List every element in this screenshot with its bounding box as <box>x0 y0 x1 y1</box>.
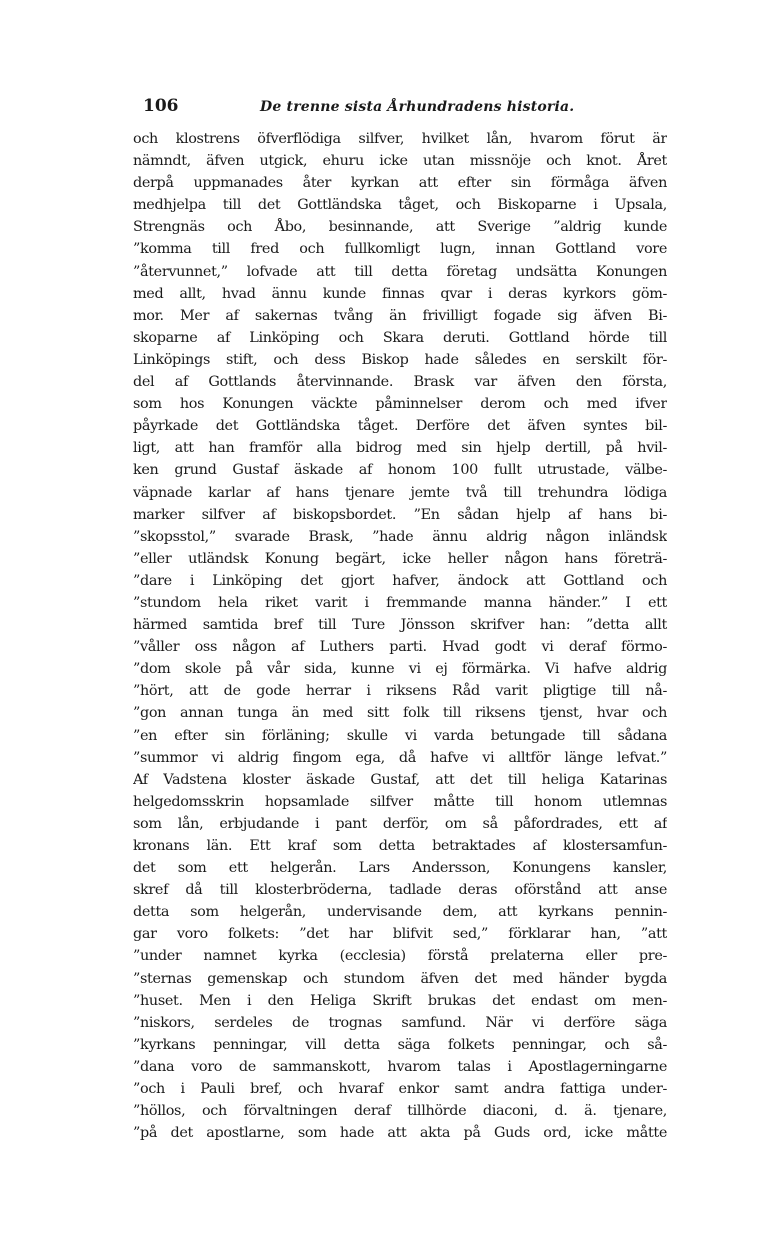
page-number: 106 <box>143 96 179 116</box>
text-line: ”niskors, serdeles de trognas samfund. När vi derföre säga <box>133 1014 667 1031</box>
running-title: De trenne sista Århundradens historia. <box>260 99 575 115</box>
text-line: ”under namnet kyrka (ecclesia) förstå prelaterna eller pre- <box>133 948 667 965</box>
text-line: väpnade karlar af hans tjenare jemte två till trehundra lödiga <box>133 484 667 501</box>
text-line: och klostrens öfverflödiga silfver, hvilket lån, hvarom förut är <box>133 131 667 147</box>
text-line: skref då till klosterbröderna, tadlade deras oförstånd att anse <box>133 882 667 899</box>
text-line: ”dare i Linköping det gjort hafver, ändock att Gottland och <box>133 572 667 589</box>
text-line: kronans län. Ett kraf som detta betraktades af klostersamfun- <box>133 838 667 854</box>
text-line: med allt, hvad ännu kunde finnas qvar i deras kyrkors göm- <box>133 285 667 302</box>
text-line: ”huset. Men i den Heliga Skrift brukas det endast om men- <box>133 992 667 1009</box>
text-line: skoparne af Linköping och Skara deruti. Gottland hörde till <box>133 329 667 346</box>
text-line: som lån, erbjudande i pant derför, om så påfordrades, ett af <box>133 815 667 832</box>
text-line: ”stundom hela riket varit i fremmande manna händer.” I ett <box>133 594 667 611</box>
text-line: helgedomsskrin hopsamlade silfver måtte till honom utlemnas <box>133 793 667 810</box>
text-line: derpå uppmanades åter kyrkan att efter sin förmåga äfven <box>133 175 667 192</box>
text-line: ”sternas gemenskap och stundom äfven det med händer bygda <box>133 970 667 987</box>
text-line: Linköpings stift, och dess Biskop hade således en serskilt för- <box>133 351 667 368</box>
text-line: ”återvunnet,” lofvade att till detta företag undsätta Konungen <box>133 263 667 280</box>
text-line: ”och i Pauli bref, och hvaraf enkor samt andra fattiga under- <box>133 1081 667 1098</box>
text-line: ”våller oss någon af Luthers parti. Hvad godt vi deraf förmo- <box>133 639 667 656</box>
text-line: ”hört, att de gode herrar i riksens Råd varit pligtige till nå- <box>133 683 667 700</box>
text-line: marker silfver af biskopsbordet. ”En sådan hjelp af hans bi- <box>133 506 667 523</box>
text-line: härmed samtida bref till Ture Jönsson skrifver han: ”detta allt <box>133 617 667 634</box>
text-line: ken grund Gustaf äskade af honom 100 fullt utrustade, välbe- <box>133 462 667 479</box>
text-line: medhjelpa till det Gottländska tåget, och Biskoparne i Upsala, <box>133 197 667 214</box>
text-line: ”kyrkans penningar, vill detta säga folkets penningar, och så- <box>133 1036 667 1053</box>
text-line: ligt, att han framför alla bidrog med sin hjelp dertill, på hvil- <box>133 440 667 457</box>
text-line: ”skopsstol,” svarade Brask, ”hade ännu aldrig någon inländsk <box>133 528 667 545</box>
text-line: ”höllos, och förvaltningen deraf tillhörde diaconi, d. ä. tjenare, <box>133 1103 667 1120</box>
text-line: ”på det apostlarne, som hade att akta på Guds ord, icke måtte <box>133 1125 667 1142</box>
text-line: påyrkade det Gottländska tåget. Derföre det äfven syntes bil- <box>133 418 667 435</box>
text-line: det som ett helgerån. Lars Andersson, Konungens kansler, <box>133 860 667 877</box>
body-text <box>133 128 667 1144</box>
text-line: ”summor vi aldrig fingom ega, då hafve vi alltför länge lefvat.” <box>133 749 667 766</box>
text-line: detta som helgerån, undervisande dem, att kyrkans pennin- <box>133 904 667 921</box>
text-line: ”dom skole på vår sida, kunne vi ej förmärka. Vi hafve aldrig <box>133 661 667 678</box>
text-line: del af Gottlands återvinnande. Brask var äfven den första, <box>133 374 667 391</box>
text-line: gar voro folkets: ”det har blifvit sed,” förklarar han, ”att <box>133 926 667 943</box>
text-line: ”en efter sin förläning; skulle vi varda betungade till sådana <box>133 727 667 744</box>
text-line: ”gon annan tunga än med sitt folk till riksens tjenst, hvar och <box>133 705 667 722</box>
text-line: nämndt, äfven utgick, ehuru icke utan missnöje och knot. Året <box>133 153 667 170</box>
text-line: ”dana voro de sammanskott, hvarom talas i Apostlagerningarne <box>133 1058 667 1075</box>
text-line: Strengnäs och Åbo, besinnande, att Sverige ”aldrig kunde <box>133 219 667 236</box>
text-line: ”komma till fred och fullkomligt lugn, innan Gottland vore <box>133 241 667 258</box>
text-line: som hos Konungen väckte påminnelser derom och med ifver <box>133 396 667 413</box>
text-line: Af Vadstena kloster äskade Gustaf, att det till heliga Katarinas <box>133 771 667 788</box>
text-line: mor. Mer af sakernas tvång än frivilligt fogade sig äfven Bi- <box>133 307 667 324</box>
text-line: ”eller utländsk Konung begärt, icke heller någon hans företrä- <box>133 550 667 567</box>
page-header <box>130 95 670 119</box>
